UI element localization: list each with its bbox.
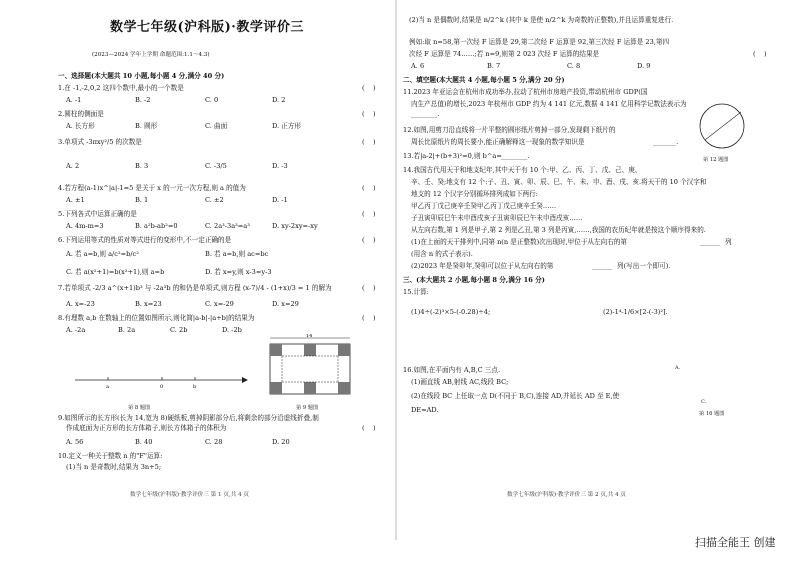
question-8: 8.有理数 a,b 在数轴上的位置如图所示,则化简|a-b|-|a+b|的结果为: [58, 314, 255, 322]
section-2-heading: 二、填空题(本大题共 4 小题,每小题 5 分,满分 20 分): [403, 76, 565, 84]
question-11-line1: 11.2023 年亚运会在杭州市成功举办,拉动了杭州市房地产投资,带动杭州市 GDP(国: [403, 88, 648, 96]
question-2: 2.圆柱的侧面是: [58, 110, 104, 118]
answer-blank: ________.: [411, 110, 440, 118]
question-14-line2: 辛、壬、癸;地支有 12 个:子、丑、寅、卯、辰、巳、午、未、申、酉、戌、亥.将天干的 10 个汉字和: [411, 178, 707, 186]
figure-12-caption: 第 12 题图: [703, 157, 729, 163]
question-12-line1: 12.如图,用剪刀沿直线将一片平整的圆形纸片剪掉一部分,发现剩下纸片的: [403, 126, 616, 134]
option: D. 9: [637, 62, 651, 70]
option: D. xy-2xy=-xy: [272, 222, 318, 230]
option: A. 4m-m=3: [66, 222, 104, 230]
question-16-part2-end: DE=AD.: [411, 406, 439, 414]
option: C. x=-29: [205, 300, 234, 308]
cardboard-figure: [262, 334, 362, 404]
question-10-rule-1: (1)当 n 是奇数时,结果为 3n+5;: [66, 463, 162, 471]
question-14-line1: 14.我国古代用天干和地支纪年,其中天干有 10 个:甲、乙、丙、丁、戊、己、庚、: [403, 166, 642, 174]
question-13: 13.若|a-2|+(b+3)²=0,则 b^a=: [403, 152, 502, 160]
section-3-heading: 三、(本大题共 2 小题,每小题 8 分,满分 16 分): [403, 276, 545, 284]
svg-text:a: a: [106, 384, 109, 390]
svg-text:b: b: [193, 384, 197, 390]
question-3: 3.单项式 -3πxy²/5 的次数是: [58, 138, 142, 146]
option: B. 7: [487, 62, 501, 70]
question-10-ask: 次经 F 运算是 74……;若 n=9,则第 2 023 次经 F 运算的结果是: [409, 50, 600, 58]
point-a-label: A.: [675, 365, 681, 371]
option: B. 2a: [118, 326, 136, 334]
question-14-part2: (2)2023 年是癸卯年,癸卯可以位于从左向右的第: [411, 262, 554, 270]
option: D. -2b: [222, 326, 242, 334]
answer-blank: ______: [700, 238, 720, 246]
question-7: 7.若单项式 -2/3 a^(x+1)b³ 与 -2a³b 的和仍是单项式,则方程 (x-7)/4 - (1+x)/3 = 1 的解为: [58, 284, 332, 292]
option: D. 若 x=y,则 x-3=y-3: [205, 268, 272, 276]
question-16: 16.如图,在平面内有 A,B,C 三点.: [403, 366, 501, 374]
answer-paren: ( ): [362, 236, 376, 244]
option: A. 2: [66, 162, 80, 170]
option: C. -3/5: [205, 162, 227, 170]
point-c-label: C.: [701, 399, 707, 405]
answer-paren: ( ): [362, 138, 376, 146]
option: A. 56: [66, 438, 84, 446]
question-15-part2: (2)-1⁴-1/6×[2-(-3)²].: [603, 308, 668, 316]
answer-paren: ( ): [362, 110, 376, 118]
number-line-figure: [70, 370, 250, 390]
right-page: [397, 0, 794, 561]
question-16-part1: (1)画直线 AB,射线 AC,线段 BC;: [411, 378, 509, 386]
question-5: 5.下列各式中运算正确的是: [58, 210, 137, 218]
question-6: 6.下列运用等式的性质对等式进行的变形中,不一定正确的是: [58, 236, 232, 244]
option: C. 8: [567, 62, 581, 70]
question-11-line2: 内生产总值)的增长,2023 年杭州市 GDP 约为 4 141 亿元,数据 4 141 亿用科学记数法表示为: [411, 100, 687, 108]
question-14-part1: (1)在上面的天干排列中,同第 n(n 是正整数)次出现时,甲位于从左向右的第: [411, 238, 627, 246]
option: B. a²b-ab²=0: [135, 222, 178, 230]
exam-title: 数学七年级(沪科版)·教学评价三: [110, 20, 304, 35]
option: B. 1: [135, 196, 149, 204]
option: A. -2a: [66, 326, 86, 334]
option: A. 6: [411, 62, 425, 70]
answer-paren: ( ): [753, 50, 767, 58]
question-14-part1-unit: 列: [725, 238, 732, 246]
question-15-part1: (1)4÷(-2)³×5-(-0.28)÷4;: [411, 308, 491, 316]
option: C. 曲面: [205, 122, 228, 130]
question-14-part1-note: (用含 n 的式子表示).: [411, 250, 473, 258]
question-1: 1.在 -1,-2,0,2 这四个数中,最小的一个数是: [58, 84, 184, 92]
option: B. 40: [135, 438, 153, 446]
option: B. 若 a=b,则 ac=bc: [205, 250, 269, 258]
answer-paren: ( ): [362, 424, 376, 432]
question-14-part2-note: 列(写出一个即可).: [617, 262, 671, 270]
option: A. 长方形: [66, 122, 95, 130]
figure-16-caption: 第 16 题图: [699, 411, 725, 417]
answer-blank: ________.: [501, 152, 530, 160]
circle-figure: [697, 100, 747, 154]
page-footer-right: 数学七年级(沪科版)·教学评价三 第 2 页,共 4 页: [507, 492, 627, 498]
scanner-watermark: 扫描全能王 创建: [695, 536, 776, 549]
answer-paren: ( ): [362, 184, 376, 192]
answer-paren: ( ): [362, 314, 376, 322]
question-10: 10.定义一种关于整数 n 的"F"运算:: [58, 452, 163, 460]
question-10-rule-2: (2)当 n 是偶数时,结果是 n/2^k (其中 k 是使 n/2^k 为奇数的正整数),并且运算重复进行.: [409, 16, 674, 24]
option: C. 2b: [170, 326, 188, 334]
option: D. -3: [272, 162, 288, 170]
question-4: 4.若方程(a-1)x^|a|-1=5 是关于 x 的一元一次方程,则 a 的值为: [58, 184, 246, 192]
question-15: 15.计算:: [403, 288, 429, 296]
question-9-line2: 作成底面为正方形的长方体箱子,则长方体箱子的体积为: [66, 424, 227, 432]
question-16-part2: (2)在线段 BC 上任取一点 D(不同于 B,C),连接 AD,并延长 AD 至 E,使: [411, 392, 620, 400]
option: D. x=29: [272, 300, 299, 308]
option: D. -1: [272, 196, 288, 204]
option: D. 2: [272, 96, 286, 104]
question-14-line6: 从左向右数,第 1 列是甲子,第 2 列是乙丑,第 3 列是丙寅,……,我国的农历纪年就是按这个顺序得来的.: [411, 226, 706, 234]
option: B. x=23: [135, 300, 162, 308]
option: D. 正方形: [272, 122, 302, 130]
option: B. -2: [135, 96, 151, 104]
question-10-example: 例如:取 n=58,第一次经 F 运算是 29,第二次经 F 运算是 92,第三次经 F 运算是 23,第四: [409, 38, 670, 46]
answer-paren: ( ): [362, 284, 376, 292]
question-12-line2: 周长比原纸片的周长要小,能正确解释这一现象的数学知识是: [411, 138, 585, 146]
option: C. 若 a(x²+1)=b(x²+1),则 a=b: [66, 268, 165, 276]
option: A. x=-23: [66, 300, 95, 308]
option: B. 圆形: [135, 122, 158, 130]
answer-blank: _______.: [653, 138, 679, 146]
earthly-branches-row: 子丑寅卯辰巳午未申酉戌亥子丑寅卯辰巳午未申酉戌亥……: [411, 214, 583, 222]
section-1-heading: 一、选择题(本大题共 10 小题,每小题 4 分,满分 40 分): [58, 72, 225, 80]
option: C. 2a³-3a³=a³: [205, 222, 250, 230]
option: C. ±2: [205, 196, 224, 204]
heavenly-stems-row: 甲乙丙丁戊己庚辛壬癸甲乙丙丁戊己庚辛壬癸……: [411, 202, 557, 210]
figure-9-width-label: 14: [306, 334, 313, 339]
figure-9-caption: 第 9 题图: [296, 405, 319, 411]
answer-paren: ( ): [362, 84, 376, 92]
option: C. 28: [205, 438, 223, 446]
exam-subtitle: (2023—2024 学年上学期 命题范围:1.1～4.3): [92, 52, 210, 58]
option: A. 若 a=b,则 a/c²=b/c²: [66, 250, 139, 258]
option: A. -1: [66, 96, 82, 104]
svg-text:0: 0: [160, 384, 164, 390]
figure-8-caption: 第 8 题图: [128, 405, 151, 411]
question-9-line1: 9.如图所示的长方形(长为 14,宽为 8)硬纸板,剪掉阴影部分后,将剩余的部分沿虚线折叠,制: [58, 414, 319, 422]
page-footer-left: 数学七年级(沪科版)·教学评价三 第 1 页,共 4 页: [130, 492, 250, 498]
question-14-line3: 地支的 12 个汉字分别循环排列成如下两行:: [411, 190, 538, 198]
option: D. 20: [272, 438, 290, 446]
option: B. 3: [135, 162, 149, 170]
option: A. ±1: [66, 196, 85, 204]
answer-paren: ( ): [362, 210, 376, 218]
option: C. 0: [205, 96, 219, 104]
answer-blank: ______: [592, 262, 612, 270]
